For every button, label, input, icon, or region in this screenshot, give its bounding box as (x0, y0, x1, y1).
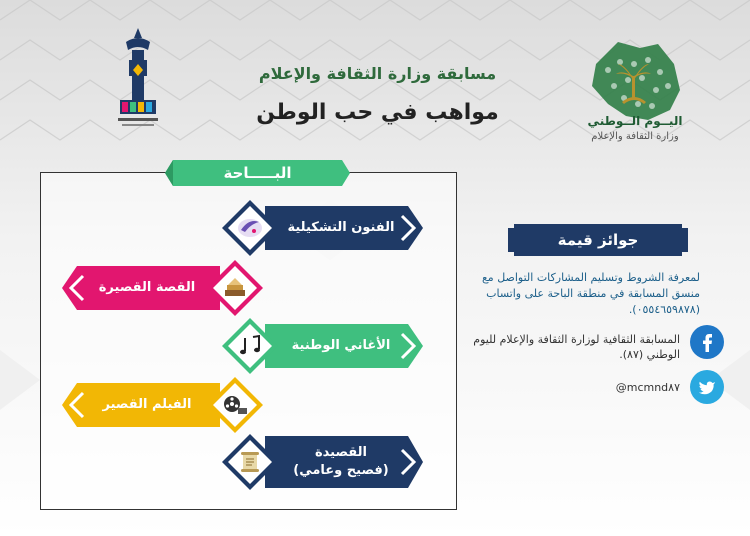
brand-subtitle: وزارة الثقافة والإعلام (591, 131, 679, 142)
national-day-logo (578, 34, 688, 164)
scroll-icon (237, 450, 263, 474)
prizes-label: جوائز قيمة (557, 231, 639, 249)
page-subtitle: مواهب في حب الوطن (256, 100, 499, 125)
film-reel-icon (222, 393, 248, 417)
music-notes-icon (237, 334, 263, 358)
twitter-handle[interactable]: @mcmnd٨٧ (615, 381, 680, 394)
brand-title: اليــوم الــوطني (587, 114, 683, 128)
category-fine-arts-label: الفنون التشكيلية (287, 220, 395, 235)
page-title: مسابقة وزارة الثقافة والإعلام (258, 64, 497, 83)
category-poem-subtitle: (فصيح وعامي) (293, 462, 389, 478)
category-short-film-label: الفيلم القصير (102, 397, 192, 412)
twitter-icon[interactable] (690, 370, 724, 404)
category-poem-label (282, 444, 400, 479)
category-short-film[interactable] (60, 375, 265, 435)
category-fine-arts[interactable] (220, 198, 425, 258)
category-short-story-label: القصة القصيرة (98, 280, 196, 295)
region-label: البـــــاحة (223, 164, 292, 182)
books-icon (222, 276, 248, 300)
category-short-story[interactable] (60, 258, 265, 318)
category-poem-title: القصيدة (315, 445, 367, 460)
facebook-icon[interactable] (690, 325, 724, 359)
facebook-page-text[interactable]: المسابقة الثقافية لوزارة الثقافة والإعلام لليوم الوطني (٨٧). (473, 333, 680, 362)
category-national-songs[interactable] (220, 316, 425, 376)
category-poem[interactable] (220, 430, 425, 494)
painting-icon (237, 216, 263, 240)
category-national-songs-label: الأغاني الوطنية (291, 338, 391, 353)
contact-info: لمعرفة الشروط وتسليم المشاركات التواصل مع منسق المسابقة في منطقة الباحة على واتساب (٠٥٥٤٦٥٩٨٧٨). (481, 271, 700, 316)
region-tower-logo (112, 28, 164, 136)
